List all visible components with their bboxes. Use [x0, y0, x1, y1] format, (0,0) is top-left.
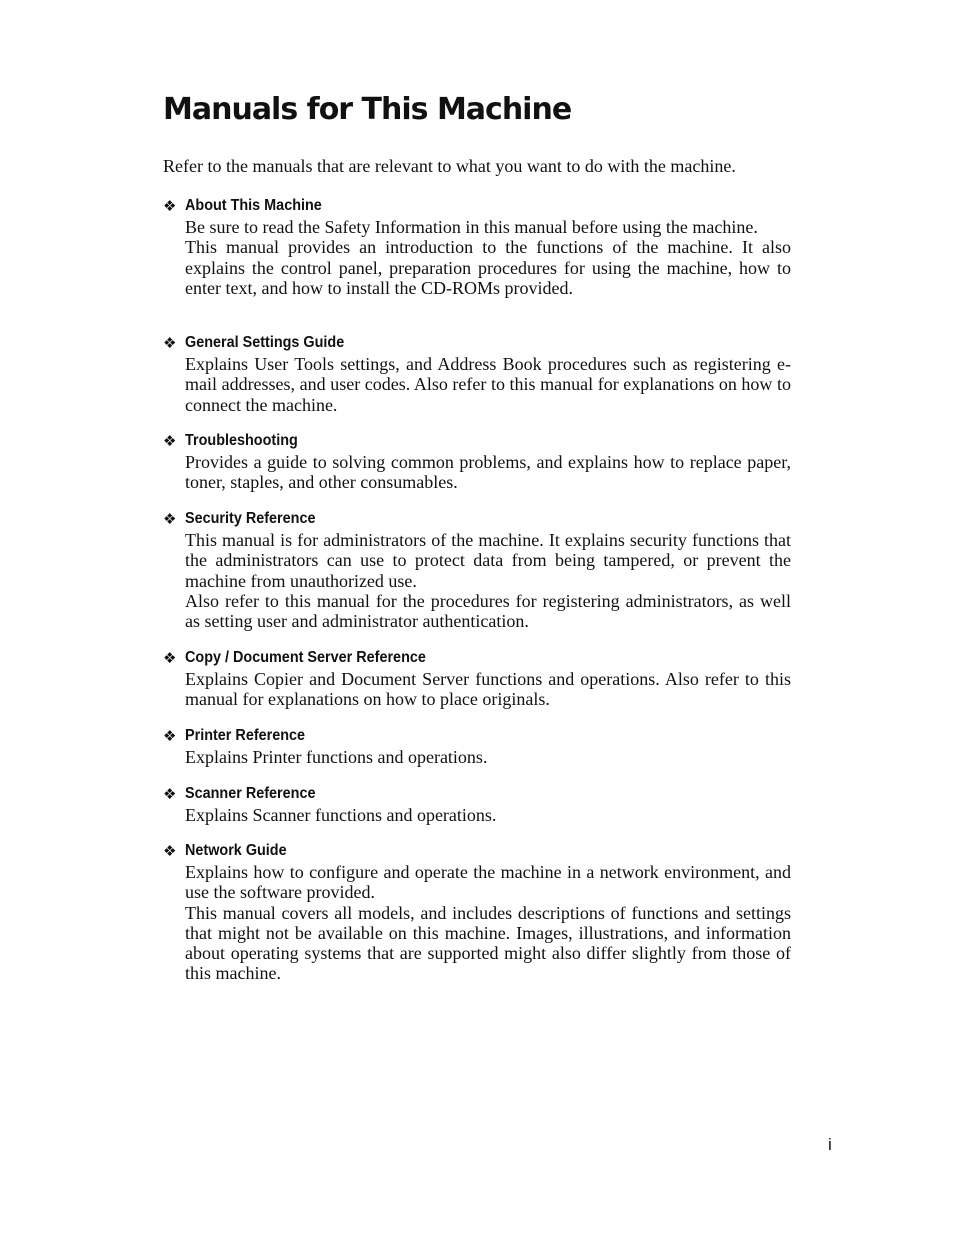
- section-paragraph: This manual provides an introduction to the functions of the machine. It also explains the control panel, preparation procedures for using the machine, how to enter text, and how to install the CD-ROMs provided.: [185, 237, 791, 298]
- diamond-bullet-icon: ❖: [163, 785, 177, 803]
- diamond-bullet-icon: ❖: [163, 334, 177, 352]
- section-title: About This Machine: [185, 197, 322, 214]
- section-network-guide: [163, 840, 791, 984]
- diamond-bullet-icon: ❖: [163, 510, 177, 528]
- section-paragraph: Explains Copier and Document Server functions and operations. Also refer to this manual for explanations on how to place originals.: [185, 669, 791, 710]
- section-title: Printer Reference: [185, 727, 306, 744]
- section-security-reference: [163, 508, 791, 631]
- section-paragraph: This manual covers all models, and includes descriptions of functions and settings that might not be available on this machine. Images, illustrations, and information about operating systems that are supported might also differ slightly from those of this machine.: [185, 902, 791, 984]
- section-heading: [163, 647, 791, 669]
- diamond-bullet-icon: ❖: [163, 842, 177, 860]
- section-heading: [163, 725, 791, 747]
- section-title: Copy / Document Server Reference: [185, 649, 426, 666]
- section-title: Security Reference: [185, 510, 316, 527]
- section-title: Network Guide: [185, 842, 287, 859]
- section-about-this-machine: [163, 195, 791, 298]
- intro-text: Refer to the manuals that are relevant to what you want to do with the machine.: [163, 156, 736, 176]
- section-title: Scanner Reference: [185, 785, 316, 802]
- diamond-bullet-icon: ❖: [163, 432, 177, 450]
- section-paragraph: Explains how to configure and operate the machine in a network environment, and use the software provided.: [185, 862, 791, 903]
- section-copy-document-server-reference: [163, 647, 791, 710]
- section-printer-reference: [163, 725, 791, 767]
- section-heading: [163, 783, 791, 805]
- diamond-bullet-icon: ❖: [163, 727, 177, 745]
- diamond-bullet-icon: ❖: [163, 649, 177, 667]
- section-general-settings-guide: [163, 332, 791, 415]
- section-paragraph: This manual is for administrators of the machine. It explains security functions that the administrators can use to protect data from being tampered, or prevent the machine from unauthorized use.: [185, 530, 791, 591]
- section-paragraph: Be sure to read the Safety Information in this manual before using the machine.: [185, 217, 758, 237]
- section-heading: [163, 332, 791, 354]
- section-title: Troubleshooting: [185, 432, 298, 449]
- page-number: i: [828, 1135, 832, 1154]
- section-paragraph: Explains Scanner functions and operations.: [185, 805, 497, 825]
- section-heading: [163, 508, 791, 530]
- section-troubleshooting: [163, 430, 791, 493]
- section-paragraph: Provides a guide to solving common problems, and explains how to replace paper, toner, staples, and other consumables.: [185, 452, 791, 493]
- section-paragraph: Explains Printer functions and operations.: [185, 747, 488, 767]
- diamond-bullet-icon: ❖: [163, 197, 177, 215]
- section-paragraph: Also refer to this manual for the procedures for registering administrators, as well as setting user and administrator authentication.: [185, 590, 791, 632]
- section-heading: [163, 430, 791, 452]
- page-title: Manuals for This Machine: [163, 92, 572, 127]
- section-heading: [163, 195, 791, 217]
- section-paragraph: Explains User Tools settings, and Address Book procedures such as registering e-mail addresses, and user codes. Also refer to this manual for explanations on how to connect the machine.: [185, 354, 791, 415]
- section-scanner-reference: [163, 783, 791, 825]
- section-title: General Settings Guide: [185, 334, 345, 351]
- section-heading: [163, 840, 791, 862]
